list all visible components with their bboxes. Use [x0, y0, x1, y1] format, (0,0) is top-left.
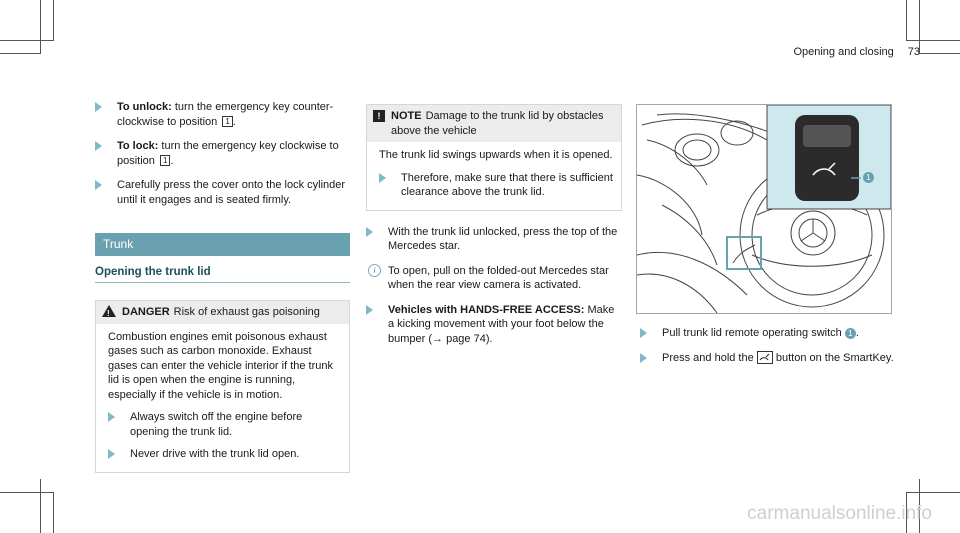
crop-mark: [53, 493, 54, 533]
crop-mark: [0, 53, 40, 54]
note-label: NOTE: [391, 110, 422, 122]
danger-header: [96, 301, 349, 324]
callout-badge: 1: [863, 172, 874, 183]
step-arrow-icon: [95, 180, 102, 190]
step-arrow-icon: [366, 227, 373, 237]
step-arrow-icon: [366, 305, 373, 315]
step-text: Therefore, make sure that there is sufficient clearance above the trunk lid.: [401, 171, 613, 198]
step-text-end: .: [855, 327, 859, 339]
crop-mark: [920, 53, 960, 54]
danger-headline: Risk of exhaust gas poisoning: [173, 306, 320, 318]
note-body: [367, 142, 621, 210]
step-text: Pull trunk lid remote operating switch: [662, 327, 842, 339]
step-press-star: [366, 225, 622, 254]
step-arrow-icon: [108, 449, 115, 459]
column-left: [95, 100, 350, 473]
info-text: To open, pull on the folded-out Mercedes star when the rear view camera is activated.: [388, 264, 609, 291]
danger-step: [108, 410, 341, 439]
note-text: The trunk lid swings upwards when it is opened.: [379, 149, 613, 161]
note-headline: Damage to the trunk lid by obstacles above the vehicle: [391, 110, 604, 137]
crop-mark: [906, 492, 960, 493]
step-text: Never drive with the trunk lid open.: [130, 448, 300, 460]
info-icon: i: [368, 264, 381, 277]
danger-text: Combustion engines emit poisonous exhaust gases such as carbon monoxide. Exhaust gases can enter the vehicle interior if the trunk lid is open when the engine is running, especially if the vehicle is in motion.: [108, 330, 334, 401]
step-text: turn the emergency key counter-clockwise to position: [117, 101, 334, 128]
note-panel: [366, 104, 622, 211]
cockpit-illustration: [636, 104, 892, 314]
trunk-open-icon: [757, 351, 773, 364]
page-header-title: Opening and closing: [793, 46, 894, 58]
callout-badge: 1: [845, 328, 856, 339]
crop-mark: [906, 40, 960, 41]
note-step: [379, 171, 613, 200]
step-unlock: [95, 100, 350, 129]
note-icon: !: [373, 110, 385, 122]
step-lock: [95, 139, 350, 168]
crop-mark: [40, 0, 41, 54]
step-smartkey: [640, 351, 895, 366]
warning-triangle-icon: [102, 305, 116, 317]
position-badge: 1: [160, 155, 170, 166]
note-header: [367, 105, 621, 142]
danger-panel: [95, 300, 350, 473]
step-label: Vehicles with HANDS-FREE ACCESS:: [388, 303, 585, 316]
step-text: Make a kicking movement with your foot below the bumper (→ page 74).: [388, 303, 615, 345]
section-title: Trunk: [95, 233, 350, 256]
step-hands-free: [366, 303, 622, 347]
crop-mark: [0, 492, 54, 493]
step-label: To lock:: [117, 140, 159, 152]
step-press-cover: [95, 178, 350, 207]
danger-step: [108, 447, 341, 462]
step-arrow-icon: [95, 102, 102, 112]
step-arrow-icon: [640, 328, 647, 338]
crop-mark: [53, 0, 54, 40]
step-text: Always switch off the engine before opening the trunk lid.: [130, 411, 303, 438]
page-number: 73: [907, 46, 920, 58]
step-text: Press and hold the: [662, 351, 754, 364]
column-middle: [366, 104, 622, 356]
crop-mark: [906, 0, 907, 40]
step-pull-switch: [640, 326, 895, 341]
step-text: turn the emergency key clockwise to position: [117, 140, 339, 167]
info-note: [366, 264, 622, 293]
step-text: Carefully press the cover onto the lock cylinder until it engages and is seated firmly.: [117, 179, 346, 206]
subsection-title: Opening the trunk lid: [95, 265, 350, 284]
crop-mark: [0, 40, 54, 41]
step-label: To unlock:: [117, 101, 172, 113]
step-text: With the trunk lid unlocked, press the top of the Mercedes star.: [388, 225, 618, 252]
step-arrow-icon: [379, 173, 386, 183]
danger-label: DANGER: [122, 306, 170, 318]
step-text-end: .: [232, 115, 236, 128]
danger-body: [96, 324, 349, 472]
step-text: button on the SmartKey.: [775, 351, 894, 364]
crop-mark: [40, 479, 41, 533]
page-header: [793, 46, 920, 58]
step-arrow-icon: [640, 353, 647, 363]
position-badge: 1: [222, 116, 232, 127]
column-right: [640, 326, 895, 375]
watermark: carmanualsonline.info: [747, 503, 932, 524]
step-arrow-icon: [95, 141, 102, 151]
cockpit-drawing: [637, 105, 891, 313]
step-text-end: .: [170, 154, 174, 167]
step-arrow-icon: [108, 412, 115, 422]
